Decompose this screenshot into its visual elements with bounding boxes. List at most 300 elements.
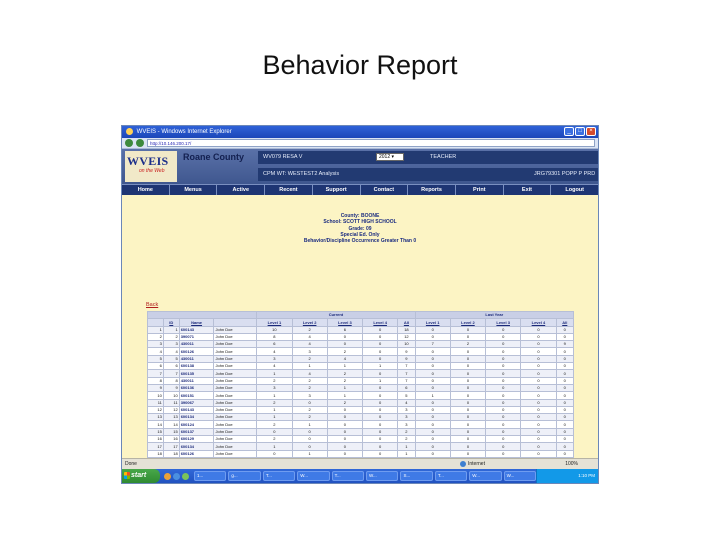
window-title: WVEIS - Windows Internet Explorer — [136, 129, 232, 135]
count-cell: 10 — [257, 326, 292, 333]
taskbar-task[interactable]: W... — [297, 471, 329, 481]
count-cell: 0 — [486, 333, 521, 340]
count-cell: 0 — [521, 384, 556, 391]
table-row — [148, 443, 574, 450]
col-last-level2[interactable]: Level 2 — [450, 319, 485, 326]
count-cell: 0 — [415, 436, 450, 443]
student-name: John Doe — [214, 363, 257, 370]
count-cell: 5 — [398, 392, 415, 399]
count-cell: 0 — [363, 392, 398, 399]
status-text: Done — [125, 461, 137, 467]
row-index: 16 — [163, 436, 179, 443]
count-cell: 0 — [486, 428, 521, 435]
count-cell: 0 — [363, 348, 398, 355]
address-bar — [122, 138, 598, 149]
count-cell: 0 — [415, 428, 450, 435]
minimize-button[interactable]: _ — [564, 127, 574, 136]
count-cell: 0 — [556, 399, 573, 406]
student-name: John Doe — [214, 377, 257, 384]
table-row — [148, 341, 574, 348]
taskbar-task[interactable]: W... — [469, 471, 501, 481]
table-row — [148, 333, 574, 340]
count-cell: 2 — [257, 377, 292, 384]
count-cell: 3 — [292, 392, 327, 399]
taskbar-task[interactable]: g... — [228, 471, 260, 481]
count-cell: 0 — [363, 406, 398, 413]
col-current-level3[interactable]: Level 3 — [327, 319, 362, 326]
count-cell: 0 — [521, 333, 556, 340]
col-last-level4[interactable]: Level 4 — [521, 319, 556, 326]
count-cell: 0 — [450, 348, 485, 355]
count-cell: 0 — [363, 414, 398, 421]
table-row — [148, 450, 574, 457]
count-cell: 0 — [556, 428, 573, 435]
count-cell: 0 — [450, 392, 485, 399]
count-cell: 0 — [556, 370, 573, 377]
table-row — [148, 370, 574, 377]
row-number: 8 — [148, 377, 164, 384]
count-cell: 0 — [486, 355, 521, 362]
col-current-level4[interactable]: Level 4 — [363, 319, 398, 326]
report-grade: Grade: 09 — [348, 225, 372, 232]
resa-label: WV079 RESA V — [263, 154, 303, 160]
col-last-level1[interactable]: Level 1 — [415, 319, 450, 326]
report-county: County: BOONE — [340, 213, 380, 219]
count-cell: 0 — [450, 436, 485, 443]
count-cell: 0 — [486, 341, 521, 348]
count-cell: 0 — [486, 443, 521, 450]
count-cell: 2 — [292, 406, 327, 413]
taskbar-task[interactable]: W... — [504, 471, 536, 481]
header-strip-top — [258, 151, 598, 164]
student-id[interactable]: 430011 — [179, 355, 214, 362]
report-school: School: SCOTT HIGH SCHOOL — [323, 219, 397, 226]
count-cell: 0 — [363, 355, 398, 362]
count-cell: 7 — [415, 341, 450, 348]
row-index: 4 — [163, 348, 179, 355]
student-id[interactable]: 600134 — [179, 443, 214, 450]
menu-home[interactable]: Home — [122, 185, 170, 195]
count-cell: 0 — [415, 443, 450, 450]
app-header — [122, 149, 598, 184]
count-cell: 2 — [327, 399, 362, 406]
taskbar-task[interactable]: T... — [332, 471, 364, 481]
count-cell: 4 — [257, 363, 292, 370]
count-cell: 2 — [292, 384, 327, 391]
count-cell: 7 — [398, 377, 415, 384]
count-cell: 4 — [327, 355, 362, 362]
count-cell: 0 — [450, 355, 485, 362]
count-cell: 0 — [257, 450, 292, 457]
count-cell: 0 — [450, 333, 485, 340]
count-cell: 3 — [398, 414, 415, 421]
student-name: John Doe — [214, 384, 257, 391]
count-cell: 0 — [363, 443, 398, 450]
maximize-button[interactable]: □ — [575, 127, 585, 136]
student-id[interactable]: 600151 — [179, 392, 214, 399]
system-tray — [536, 469, 598, 483]
count-cell: 0 — [521, 341, 556, 348]
back-link[interactable]: Back — [146, 302, 159, 308]
count-cell: 7 — [398, 363, 415, 370]
count-cell: 4 — [292, 341, 327, 348]
count-cell: 0 — [556, 384, 573, 391]
count-cell: 0 — [521, 436, 556, 443]
forward-nav-icon[interactable] — [136, 139, 144, 147]
taskbar-task[interactable]: W... — [366, 471, 398, 481]
student-id[interactable]: 600134 — [179, 414, 214, 421]
count-cell: 6 — [327, 326, 362, 333]
wveis-logo: WVEIS on the Web — [125, 151, 177, 182]
count-cell: 0 — [486, 370, 521, 377]
count-cell: 0 — [415, 326, 450, 333]
row-index: 8 — [163, 377, 179, 384]
count-cell: 1 — [398, 443, 415, 450]
globe-icon — [460, 461, 466, 467]
report-special: Special Ed. Only — [340, 231, 380, 238]
user-label: JRG79301 POPP P PRD — [534, 171, 596, 177]
count-cell: 0 — [556, 436, 573, 443]
row-index: 5 — [163, 355, 179, 362]
count-cell: 0 — [292, 428, 327, 435]
table-row — [148, 414, 574, 421]
count-cell: 0 — [556, 348, 573, 355]
student-name: John Doe — [214, 443, 257, 450]
table-row — [148, 348, 574, 355]
count-cell: 2 — [327, 348, 362, 355]
menu-recent[interactable]: Recent — [265, 185, 313, 195]
zoom-level[interactable]: 100% — [565, 461, 578, 467]
header-strip-bottom — [258, 168, 598, 181]
taskbar-task[interactable]: S... — [400, 471, 432, 481]
url-input[interactable]: http://10.146.200.17/ — [147, 139, 595, 147]
count-cell: 0 — [363, 399, 398, 406]
count-cell: 0 — [486, 377, 521, 384]
row-index: 11 — [163, 399, 179, 406]
student-id[interactable]: 600136 — [179, 384, 214, 391]
count-cell: 1 — [257, 392, 292, 399]
count-cell: 1 — [292, 450, 327, 457]
count-cell: 1 — [398, 450, 415, 457]
student-id[interactable]: 600126 — [179, 348, 214, 355]
col-name[interactable]: Name — [179, 319, 214, 326]
count-cell: 0 — [292, 436, 327, 443]
count-cell: 0 — [363, 384, 398, 391]
count-cell: 0 — [486, 436, 521, 443]
row-index: 3 — [163, 341, 179, 348]
table-row — [148, 363, 574, 370]
menu-logout[interactable]: Logout — [565, 187, 584, 193]
county-name: Roane County — [183, 152, 245, 162]
count-cell: 0 — [327, 406, 362, 413]
count-cell: 0 — [521, 348, 556, 355]
count-cell: 0 — [521, 392, 556, 399]
count-cell: 0 — [556, 377, 573, 384]
taskbar — [122, 469, 598, 483]
student-id[interactable]: 600143 — [179, 406, 214, 413]
table-row — [148, 384, 574, 391]
col-last-all[interactable]: All — [556, 319, 573, 326]
count-cell: 8 — [257, 333, 292, 340]
count-cell: 2 — [398, 428, 415, 435]
count-cell: 9 — [556, 341, 573, 348]
taskbar-task[interactable]: T... — [263, 471, 295, 481]
student-name: John Doe — [214, 348, 257, 355]
menu-contact[interactable]: Contact — [361, 185, 409, 195]
count-cell: 0 — [521, 363, 556, 370]
student-id[interactable]: 430011 — [179, 341, 214, 348]
close-button[interactable]: × — [586, 127, 596, 136]
count-cell: 0 — [327, 450, 362, 457]
row-number: 9 — [148, 384, 164, 391]
row-index: 1 — [163, 326, 179, 333]
count-cell: 0 — [486, 348, 521, 355]
menu-active[interactable]: Active — [217, 185, 265, 195]
student-id[interactable]: 600138 — [179, 363, 214, 370]
menu-bar — [122, 184, 598, 195]
table-row — [148, 326, 574, 333]
count-cell: 2 — [292, 355, 327, 362]
count-cell: 0 — [363, 326, 398, 333]
taskbar-tasks — [194, 471, 536, 481]
col-current-level2[interactable]: Level 2 — [292, 319, 327, 326]
count-cell: 0 — [292, 399, 327, 406]
student-name: John Doe — [214, 370, 257, 377]
student-name: John Doe — [214, 436, 257, 443]
student-id[interactable]: 600129 — [179, 436, 214, 443]
student-name: John Doe — [214, 341, 257, 348]
window-title-bar — [122, 126, 598, 138]
student-id[interactable]: 600124 — [179, 421, 214, 428]
zone-indicator: Internet — [460, 459, 485, 469]
count-cell: 0 — [450, 450, 485, 457]
count-cell: 4 — [292, 333, 327, 340]
row-number: 11 — [148, 399, 164, 406]
count-cell: 1 — [257, 414, 292, 421]
count-cell: 0 — [450, 363, 485, 370]
count-cell: 0 — [327, 443, 362, 450]
student-name: John Doe — [214, 414, 257, 421]
count-cell: 0 — [415, 384, 450, 391]
student-name: John Doe — [214, 421, 257, 428]
menu-print[interactable]: Print — [456, 185, 504, 195]
count-cell: 2 — [257, 436, 292, 443]
count-cell: 0 — [327, 333, 362, 340]
student-id[interactable]: 600135 — [179, 370, 214, 377]
count-cell: 0 — [486, 421, 521, 428]
count-cell: 0 — [327, 341, 362, 348]
count-cell: 0 — [450, 421, 485, 428]
count-cell: 0 — [521, 370, 556, 377]
count-cell: 1 — [363, 377, 398, 384]
count-cell: 0 — [486, 392, 521, 399]
col-current-level1[interactable]: Level 1 — [257, 319, 292, 326]
row-index: 15 — [163, 428, 179, 435]
menu-support[interactable]: Support — [313, 185, 361, 195]
cpm-label: CPM WT: WESTEST2 Analysis — [263, 171, 340, 177]
count-cell: 0 — [556, 421, 573, 428]
count-cell: 0 — [415, 406, 450, 413]
student-id[interactable]: 430011 — [179, 377, 214, 384]
slide-title: Behavior Report — [262, 50, 458, 80]
table-row — [148, 355, 574, 362]
count-cell: 2 — [327, 377, 362, 384]
table-row — [148, 421, 574, 428]
count-cell: 3 — [292, 348, 327, 355]
report-info — [122, 213, 598, 244]
table-row — [148, 377, 574, 384]
back-nav-icon[interactable] — [125, 139, 133, 147]
count-cell: 0 — [415, 370, 450, 377]
count-cell: 0 — [486, 363, 521, 370]
count-cell: 1 — [257, 370, 292, 377]
count-cell: 0 — [556, 414, 573, 421]
count-cell: 0 — [415, 348, 450, 355]
taskbar-task[interactable]: 1... — [194, 471, 226, 481]
count-cell: 1 — [327, 363, 362, 370]
year-select[interactable]: 2012 ▾ — [376, 153, 404, 161]
row-index: 2 — [163, 333, 179, 340]
row-number: 3 — [148, 341, 164, 348]
count-cell: 2 — [450, 341, 485, 348]
table-group-header — [148, 312, 574, 319]
count-cell: 0 — [521, 428, 556, 435]
row-number: 6 — [148, 363, 164, 370]
count-cell: 0 — [415, 363, 450, 370]
count-cell: 1 — [257, 443, 292, 450]
count-cell: 0 — [415, 414, 450, 421]
count-cell: 9 — [398, 348, 415, 355]
count-cell: 0 — [363, 370, 398, 377]
col-last-level3[interactable]: Level 3 — [486, 319, 521, 326]
student-name: John Doe — [214, 355, 257, 362]
student-id[interactable]: 390071 — [179, 333, 214, 340]
count-cell: 0 — [521, 421, 556, 428]
count-cell: 7 — [398, 370, 415, 377]
count-cell: 1 — [327, 384, 362, 391]
student-id[interactable]: 600126 — [179, 450, 214, 457]
menu-exit[interactable]: Exit — [504, 185, 552, 195]
count-cell: 2 — [327, 370, 362, 377]
student-name: John Doe — [214, 406, 257, 413]
table-row — [148, 436, 574, 443]
count-cell: 0 — [556, 443, 573, 450]
count-cell: 3 — [398, 421, 415, 428]
table-row — [148, 406, 574, 413]
count-cell: 0 — [327, 428, 362, 435]
count-cell: 1 — [363, 363, 398, 370]
quick-launch-icon[interactable] — [164, 473, 171, 480]
row-number: 5 — [148, 355, 164, 362]
count-cell: 0 — [450, 384, 485, 391]
row-number: 2 — [148, 333, 164, 340]
count-cell: 0 — [450, 443, 485, 450]
row-number: 1 — [148, 326, 164, 333]
menu-reports[interactable]: Reports — [408, 185, 456, 195]
student-id[interactable]: 390067 — [179, 399, 214, 406]
student-name: John Doe — [214, 399, 257, 406]
row-number: 15 — [148, 428, 164, 435]
count-cell: 0 — [363, 333, 398, 340]
count-cell: 0 — [415, 421, 450, 428]
count-cell: 0 — [450, 428, 485, 435]
role-label: TEACHER — [430, 154, 457, 160]
count-cell: 0 — [556, 333, 573, 340]
row-index: 18 — [163, 450, 179, 457]
menu-menus[interactable]: Menus — [170, 185, 218, 195]
window-controls — [564, 127, 596, 136]
quick-launch — [164, 473, 189, 480]
count-cell: 1 — [257, 406, 292, 413]
report-filter: Behavior/Discipline Occurrence Greater Than 0 — [303, 238, 417, 245]
behavior-table — [147, 311, 574, 473]
row-index: 6 — [163, 363, 179, 370]
count-cell: 0 — [363, 436, 398, 443]
row-number: 10 — [148, 392, 164, 399]
count-cell: 0 — [327, 421, 362, 428]
quick-launch-icon[interactable] — [182, 473, 189, 480]
taskbar-task[interactable]: T... — [435, 471, 467, 481]
count-cell: 0 — [521, 377, 556, 384]
count-cell: 0 — [415, 377, 450, 384]
student-name: John Doe — [214, 333, 257, 340]
count-cell: 9 — [398, 355, 415, 362]
row-index: 9 — [163, 384, 179, 391]
count-cell: 6 — [398, 384, 415, 391]
browser-window — [121, 125, 599, 484]
student-id[interactable]: 600143 — [179, 326, 214, 333]
row-number: 13 — [148, 414, 164, 421]
student-name: John Doe — [214, 450, 257, 457]
count-cell: 0 — [292, 443, 327, 450]
count-cell: 0 — [521, 414, 556, 421]
count-cell: 3 — [257, 355, 292, 362]
report-content — [122, 195, 598, 464]
table-row — [148, 428, 574, 435]
quick-launch-icon[interactable] — [173, 473, 180, 480]
count-cell: 0 — [450, 326, 485, 333]
count-cell: 4 — [292, 370, 327, 377]
row-index: 12 — [163, 406, 179, 413]
count-cell: 0 — [450, 399, 485, 406]
count-cell: 0 — [327, 436, 362, 443]
count-cell: 0 — [556, 392, 573, 399]
count-cell: 2 — [257, 399, 292, 406]
count-cell: 1 — [292, 421, 327, 428]
start-button[interactable]: start — [122, 469, 160, 483]
row-number: 18 — [148, 450, 164, 457]
count-cell: 0 — [556, 355, 573, 362]
count-cell: 0 — [486, 414, 521, 421]
count-cell: 0 — [486, 406, 521, 413]
col-current-all[interactable]: All — [398, 319, 415, 326]
count-cell: 2 — [257, 421, 292, 428]
row-number: 7 — [148, 370, 164, 377]
count-cell: 0 — [521, 399, 556, 406]
count-cell: 0 — [450, 414, 485, 421]
table-column-header — [148, 319, 574, 326]
count-cell: 0 — [327, 414, 362, 421]
count-cell: 0 — [521, 406, 556, 413]
col-id[interactable]: ID — [163, 319, 179, 326]
row-index: 14 — [163, 421, 179, 428]
student-id[interactable]: 600137 — [179, 428, 214, 435]
student-name: John Doe — [214, 392, 257, 399]
count-cell: 0 — [363, 428, 398, 435]
status-bar — [122, 458, 598, 469]
count-cell: 2 — [292, 414, 327, 421]
table-body — [148, 326, 574, 472]
